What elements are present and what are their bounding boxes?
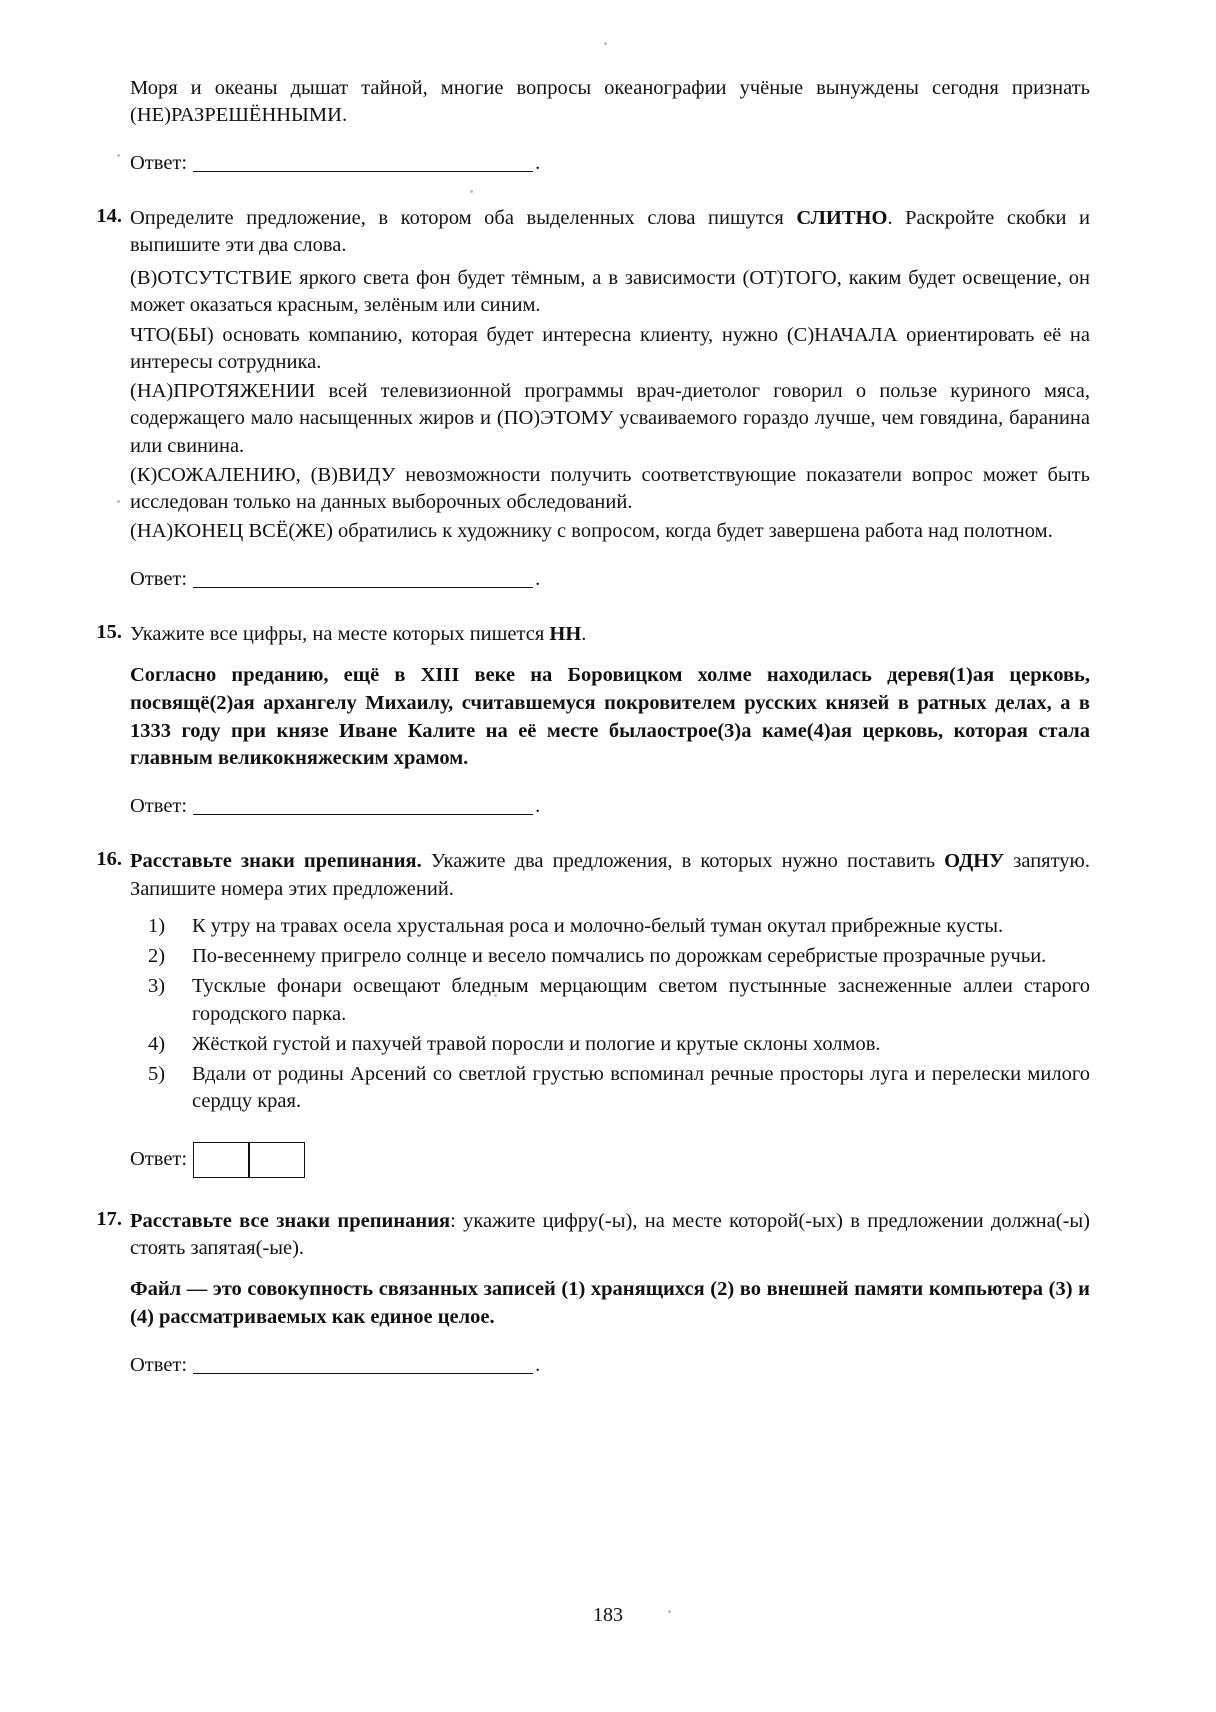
question-16-prompt-part2: запятую. Запишите номера этих предложений. [130, 850, 1090, 900]
list-item [130, 1061, 1090, 1116]
list-item-text: К утру на травах осела хрустальная роса и молочно-белый туман окутал прибрежные кусты. [192, 914, 1004, 937]
page-number: 183 [593, 1604, 623, 1626]
question-15-sentence: Согласно преданию, ещё в XIII веке на Боровицком холме находилась деревя(1)ая церковь, посвящё(2)ая архангелу Михаилу, считавшемуся покровителем русских князей в ратных делах, а в 1333 году при князе Иване Калите на её месте былаострое(3)а каме(4)ая церковь, которая стала главным великокняжеским храмом. [130, 663, 1090, 770]
question-14-prompt-emphasis: СЛИТНО [796, 206, 888, 229]
list-item-text: По-весеннему пригрело солнце и весело помчались по дорожкам серебристые прозрачные ручьи. [192, 945, 1047, 967]
question-14-prompt-part1: Определите предложение, в котором оба выделенных слова пишутся [130, 206, 797, 229]
answer-write-line[interactable] [193, 573, 533, 588]
answer-label: Ответ: [130, 567, 188, 590]
question-14-prompt [130, 205, 1090, 260]
page-content [96, 75, 1091, 1403]
answer-box-grid[interactable] [193, 1142, 305, 1178]
answer-write-line[interactable] [193, 157, 533, 172]
list-item-text: Вдали от родины Арсений со светлой грустью вспоминал речные просторы луга и перелески милого сердцу края. [192, 1063, 1090, 1113]
answer-label: Ответ: [130, 1353, 188, 1376]
top-fragment [130, 75, 1090, 175]
question-17-prompt-part1: : укажите цифру(-ы), на месте которой(-ых) в предложении должна(-ы) стоять запятая(-ые). [130, 1209, 1091, 1259]
answer-line-16 [130, 1142, 1090, 1178]
question-17 [96, 1207, 1091, 1377]
question-14-item: (НА)ПРОТЯЖЕНИИ всей телевизионной программы врач-диетолог говорил о пользе куриного мяса, содержащего мало насыщенных жиров и (ПО)ЭТОМУ усваиваемого гораздо лучше, чем говядина, баранина или свинина. [130, 380, 1090, 457]
question-15-number: 15. [96, 620, 122, 643]
question-14-item: ЧТО(БЫ) основать компанию, которая будет интересна клиенту, нужно (С)НАЧАЛА ориентировать её на интересы сотрудника. [130, 323, 1090, 373]
answer-label: Ответ: [130, 151, 188, 174]
list-item [130, 943, 1090, 970]
list-item-marker: 2) [148, 945, 166, 967]
scan-speck [117, 500, 120, 503]
question-15-prompt-emphasis: НН [549, 622, 582, 645]
answer-cell[interactable] [249, 1142, 305, 1178]
question-17-prompt-emphasis: Расставьте все знаки препинания [130, 1209, 451, 1232]
list-item-text: Тусклые фонари освещают бледным мерцающим светом пустынные заснеженные аллеи старого городского парка. [192, 975, 1090, 1025]
question-15-prompt-part2: . [581, 622, 587, 645]
list-item [130, 973, 1090, 1028]
question-16 [96, 848, 1090, 1177]
scan-speck [117, 154, 120, 157]
list-item-text: Жёсткой густой и пахучей травой поросли и пологие и крутые склоны холмов. [192, 1032, 881, 1055]
list-item [130, 1031, 1090, 1058]
question-14-prompt-part2: . Раскройте скобки и выпишите эти два слова. [130, 206, 1091, 256]
question-16-prompt-part1: Укажите два предложения, в которых нужно поставить [421, 850, 945, 873]
question-16-options [130, 913, 1090, 1116]
answer-line-17 [130, 1354, 1090, 1377]
question-14-number: 14. [96, 204, 122, 227]
list-item-marker: 1) [148, 914, 166, 937]
answer-write-line[interactable] [193, 1359, 533, 1374]
question-14-item: (НА)КОНЕЦ ВСЁ(ЖЕ) обратились к художнику с вопросом, когда будет завершена работа над полотном. [130, 520, 1053, 543]
answer-period: . [535, 567, 541, 590]
answer-line-14 [130, 568, 1090, 591]
list-item-marker: 4) [148, 1032, 166, 1055]
answer-label: Ответ: [130, 1148, 188, 1170]
question-14-item: (К)СОЖАЛЕНИЮ, (В)ВИДУ невозможности получить соответствующие показатели вопрос может быть исследован только на данных выборочных обследований. [130, 463, 1090, 513]
answer-line-15 [130, 795, 1090, 818]
scan-speck [604, 42, 607, 45]
question-14-item: (В)ОТСУТСТВИЕ яркого света фон будет тёмным, а в зависимости (ОТ)ТОГО, каким будет освещение, он может оказаться красным, зелёным или синим. [130, 267, 1090, 317]
answer-cell[interactable] [193, 1142, 249, 1178]
answer-label: Ответ: [130, 795, 188, 818]
answer-write-line[interactable] [193, 800, 533, 815]
list-item [130, 913, 1090, 940]
question-16-number: 16. [96, 848, 122, 871]
question-16-prompt-emphasis-1: Расставьте знаки препинания. [130, 850, 422, 873]
question-14 [96, 204, 1091, 591]
question-15 [96, 620, 1090, 819]
list-item-marker: 5) [148, 1063, 166, 1085]
answer-line-top [130, 152, 1090, 175]
top-fragment-text: Моря и океаны дышат тайной, многие вопросы океанографии учёные вынуждены сегодня признать (НЕ)РАЗРЕШЁННЫМИ. [130, 77, 1090, 127]
answer-period: . [535, 795, 541, 818]
question-16-prompt-emphasis-2: ОДНУ [944, 850, 1005, 873]
question-17-number: 17. [96, 1207, 122, 1230]
question-15-prompt [130, 621, 1090, 648]
question-17-prompt [130, 1208, 1090, 1263]
answer-period: . [535, 151, 541, 174]
list-item-marker: 3) [148, 975, 166, 998]
question-16-prompt [130, 848, 1090, 903]
question-15-prompt-part1: Укажите все цифры, на месте которых пишется [130, 622, 550, 645]
question-17-sentence: Файл — это совокупность связанных записей (1) хранящихся (2) во внешней памяти компьютера (3) и (4) рассматриваемых как единое целое. [130, 1278, 1090, 1328]
answer-period: . [535, 1353, 541, 1376]
